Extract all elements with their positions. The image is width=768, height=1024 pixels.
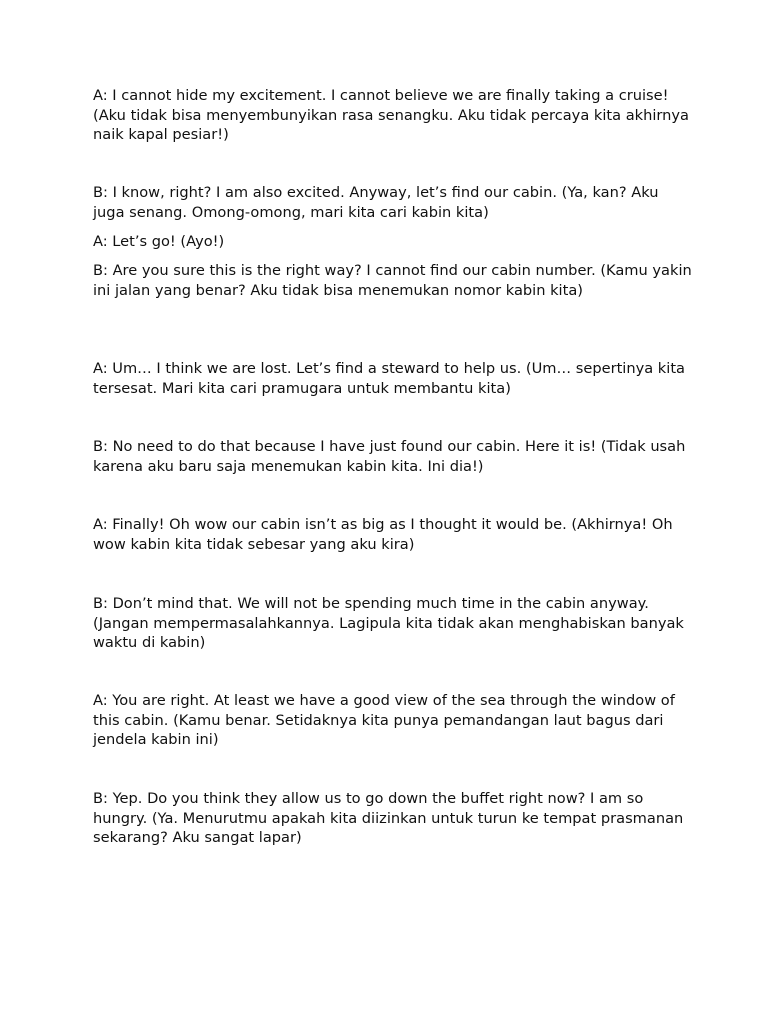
dialogue-paragraph-10: B: Yep. Do you think they allow us to go down the buffet right now? I am so hungry. (Ya. Menurutmu apakah kita diizinkan untuk turun ke tempat prasmanan sekarang? Aku sangat lapar) [93,790,684,847]
dialogue-paragraph-3: A: Let’s go! (Ayo!) [93,233,225,250]
dialogue-paragraph-5: A: Um… I think we are lost. Let’s find a steward to help us. (Um… sepertinya kita tersesat. Mari kita cari pramugara untuk membantu kita) [93,360,685,397]
dialogue-paragraph-4: B: Are you sure this is the right way? I cannot find our cabin number. (Kamu yakin ini jalan yang benar? Aku tidak bisa menemukan nomor kabin kita) [93,262,692,299]
dialogue-paragraph-1: A: I cannot hide my excitement. I cannot believe we are finally taking a cruise! (Aku tidak bisa menyembunyikan rasa senangku. Aku tidak percaya kita akhirnya naik kapal pesiar!) [93,87,689,144]
dialogue-paragraph-6: B: No need to do that because I have just found our cabin. Here it is! (Tidak usah karena aku baru saja menemukan kabin kita. Ini dia!) [93,438,686,475]
dialogue-paragraph-7: A: Finally! Oh wow our cabin isn’t as big as I thought it would be. (Akhirnya! Oh wow kabin kita tidak sebesar yang aku kira) [93,516,673,553]
dialogue-paragraph-9: A: You are right. At least we have a good view of the sea through the window of this cabin. (Kamu benar. Setidaknya kita punya pemandangan laut bagus dari jendela kabin ini) [93,692,675,749]
dialogue-paragraph-8: B: Don’t mind that. We will not be spending much time in the cabin anyway. (Jangan mempermasalahkannya. Lagipula kita tidak akan menghabiskan banyak waktu di kabin) [93,595,684,652]
dialogue-paragraph-2: B: I know, right? I am also excited. Anyway, let’s find our cabin. (Ya, kan? Aku juga senang. Omong-omong, mari kita cari kabin kita) [93,184,659,221]
